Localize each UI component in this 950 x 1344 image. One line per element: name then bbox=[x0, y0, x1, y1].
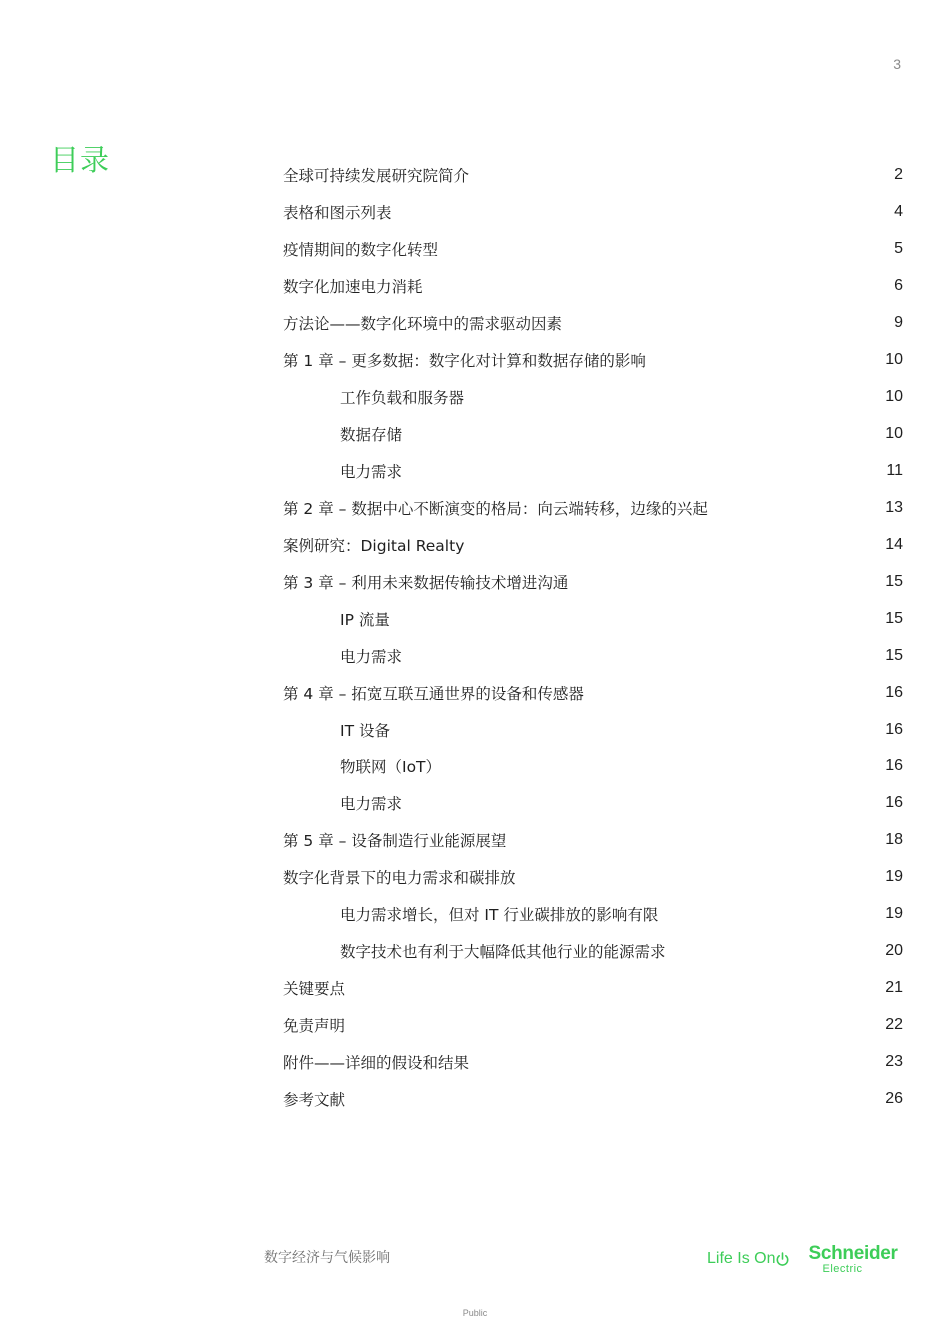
schneider-electric-logo bbox=[808, 1244, 897, 1275]
toc-entry-page: 15 bbox=[885, 646, 903, 664]
toc-entry[interactable] bbox=[283, 231, 903, 268]
toc-entry-page: 13 bbox=[885, 498, 903, 516]
toc-entry[interactable] bbox=[283, 526, 903, 563]
toc-entry-page: 19 bbox=[885, 905, 903, 923]
toc-entry-label: 参考文献 bbox=[283, 1090, 346, 1109]
toc-entry-label: 电力需求 bbox=[340, 647, 403, 666]
toc-subentry[interactable] bbox=[283, 379, 903, 416]
toc-entry-label: 数据存储 bbox=[340, 426, 403, 445]
toc-entry-page: 18 bbox=[885, 831, 903, 849]
toc-subentry[interactable] bbox=[283, 748, 903, 785]
toc-entry[interactable] bbox=[283, 489, 903, 526]
toc-entry[interactable] bbox=[283, 859, 903, 896]
toc-entry[interactable] bbox=[283, 1080, 903, 1117]
toc-entry-label: 电力需求 bbox=[340, 462, 403, 481]
toc-entry[interactable] bbox=[283, 157, 903, 194]
toc-entry-page: 5 bbox=[894, 240, 903, 258]
toc-entry[interactable] bbox=[283, 194, 903, 231]
toc-entry-label: 数字化背景下的电力需求和碳排放 bbox=[283, 869, 516, 888]
toc-entry-label: 第 3 章 – 利用未来数据传输技术增进沟通 bbox=[283, 573, 569, 592]
toc-entry-label: 关键要点 bbox=[283, 980, 346, 999]
life-is-on-logo bbox=[707, 1250, 789, 1268]
toc-entry[interactable] bbox=[283, 674, 903, 711]
toc-entry-label: 免责声明 bbox=[283, 1017, 346, 1036]
toc-entry-page: 22 bbox=[885, 1016, 903, 1034]
toc-subentry[interactable] bbox=[283, 416, 903, 453]
footer-report-title: 数字经济与气候影响 bbox=[264, 1250, 390, 1266]
toc-title: 目录 bbox=[50, 143, 111, 177]
toc-entry-page: 15 bbox=[885, 572, 903, 590]
toc-entry-page: 4 bbox=[894, 203, 903, 221]
toc-entry-page: 20 bbox=[885, 942, 903, 960]
toc-entry-label: 附件——详细的假设和结果 bbox=[283, 1053, 470, 1072]
toc-entry-label: 方法论——数字化环境中的需求驱动因素 bbox=[283, 315, 563, 334]
toc-entry-label: 第 5 章 – 设备制造行业能源展望 bbox=[283, 832, 507, 851]
toc-entry-label: 疫情期间的数字化转型 bbox=[283, 241, 439, 260]
toc-subentry[interactable] bbox=[283, 711, 903, 748]
toc-entry[interactable] bbox=[283, 1044, 903, 1081]
toc-entry-label: 数字技术也有利于大幅降低其他行业的能源需求 bbox=[340, 943, 666, 962]
toc-entry-label: 案例研究：Digital Realty bbox=[283, 536, 465, 555]
brand-sub: Electric bbox=[822, 1262, 863, 1275]
toc-subentry[interactable] bbox=[283, 453, 903, 490]
toc-entry[interactable] bbox=[283, 1007, 903, 1044]
toc-entry-page: 9 bbox=[894, 314, 903, 332]
toc-entry-page: 14 bbox=[885, 535, 903, 553]
toc-entry-label: 工作负载和服务器 bbox=[340, 389, 465, 408]
toc-entry[interactable] bbox=[283, 822, 903, 859]
toc-entry-page: 19 bbox=[885, 868, 903, 886]
toc-entry-page: 26 bbox=[885, 1089, 903, 1107]
toc-subentry[interactable] bbox=[283, 933, 903, 970]
power-icon bbox=[776, 1252, 789, 1267]
toc-entry-label: 数字化加速电力消耗 bbox=[283, 278, 423, 297]
toc-list bbox=[283, 157, 903, 1117]
toc-entry[interactable] bbox=[283, 305, 903, 342]
toc-subentry[interactable] bbox=[283, 785, 903, 822]
toc-entry-label: 物联网（IoT） bbox=[340, 758, 442, 777]
toc-entry-page: 10 bbox=[885, 351, 903, 369]
brand-logo bbox=[707, 1238, 898, 1280]
page-number: 3 bbox=[893, 56, 901, 72]
toc-entry[interactable] bbox=[283, 342, 903, 379]
toc-entry-label: 表格和图示列表 bbox=[283, 204, 392, 223]
toc-entry-label: 电力需求增长，但对 IT 行业碳排放的影响有限 bbox=[340, 906, 659, 925]
toc-subentry[interactable] bbox=[283, 637, 903, 674]
life-is-on-text: Life Is On bbox=[707, 1250, 776, 1267]
toc-entry-label: IT 设备 bbox=[340, 721, 390, 740]
toc-entry[interactable] bbox=[283, 268, 903, 305]
toc-entry-page: 10 bbox=[885, 388, 903, 406]
toc-entry-page: 16 bbox=[885, 683, 903, 701]
toc-entry-label: IP 流量 bbox=[340, 610, 390, 629]
toc-entry-page: 16 bbox=[885, 757, 903, 775]
toc-entry[interactable] bbox=[283, 970, 903, 1007]
toc-entry-page: 2 bbox=[894, 166, 903, 184]
toc-entry-label: 第 4 章 – 拓宽互联互通世界的设备和传感器 bbox=[283, 684, 584, 703]
toc-entry-page: 16 bbox=[885, 794, 903, 812]
toc-entry-label: 第 2 章 – 数据中心不断演变的格局：向云端转移，边缘的兴起 bbox=[283, 499, 708, 518]
toc-subentry[interactable] bbox=[283, 600, 903, 637]
classification-label: Public bbox=[462, 1308, 488, 1318]
toc-entry-label: 第 1 章 – 更多数据：数字化对计算和数据存储的影响 bbox=[283, 352, 646, 371]
toc-entry-page: 6 bbox=[894, 277, 903, 295]
toc-subentry[interactable] bbox=[283, 896, 903, 933]
toc-entry-page: 10 bbox=[885, 425, 903, 443]
toc-entry-page: 16 bbox=[885, 720, 903, 738]
toc-entry-label: 电力需求 bbox=[340, 795, 403, 814]
toc-entry[interactable] bbox=[283, 563, 903, 600]
toc-entry-page: 21 bbox=[885, 979, 903, 997]
toc-entry-label: 全球可持续发展研究院简介 bbox=[283, 167, 470, 186]
brand-name: Schneider bbox=[808, 1242, 898, 1264]
toc-entry-page: 15 bbox=[885, 609, 903, 627]
toc-entry-page: 23 bbox=[885, 1052, 903, 1070]
toc-entry-page: 11 bbox=[886, 461, 903, 479]
